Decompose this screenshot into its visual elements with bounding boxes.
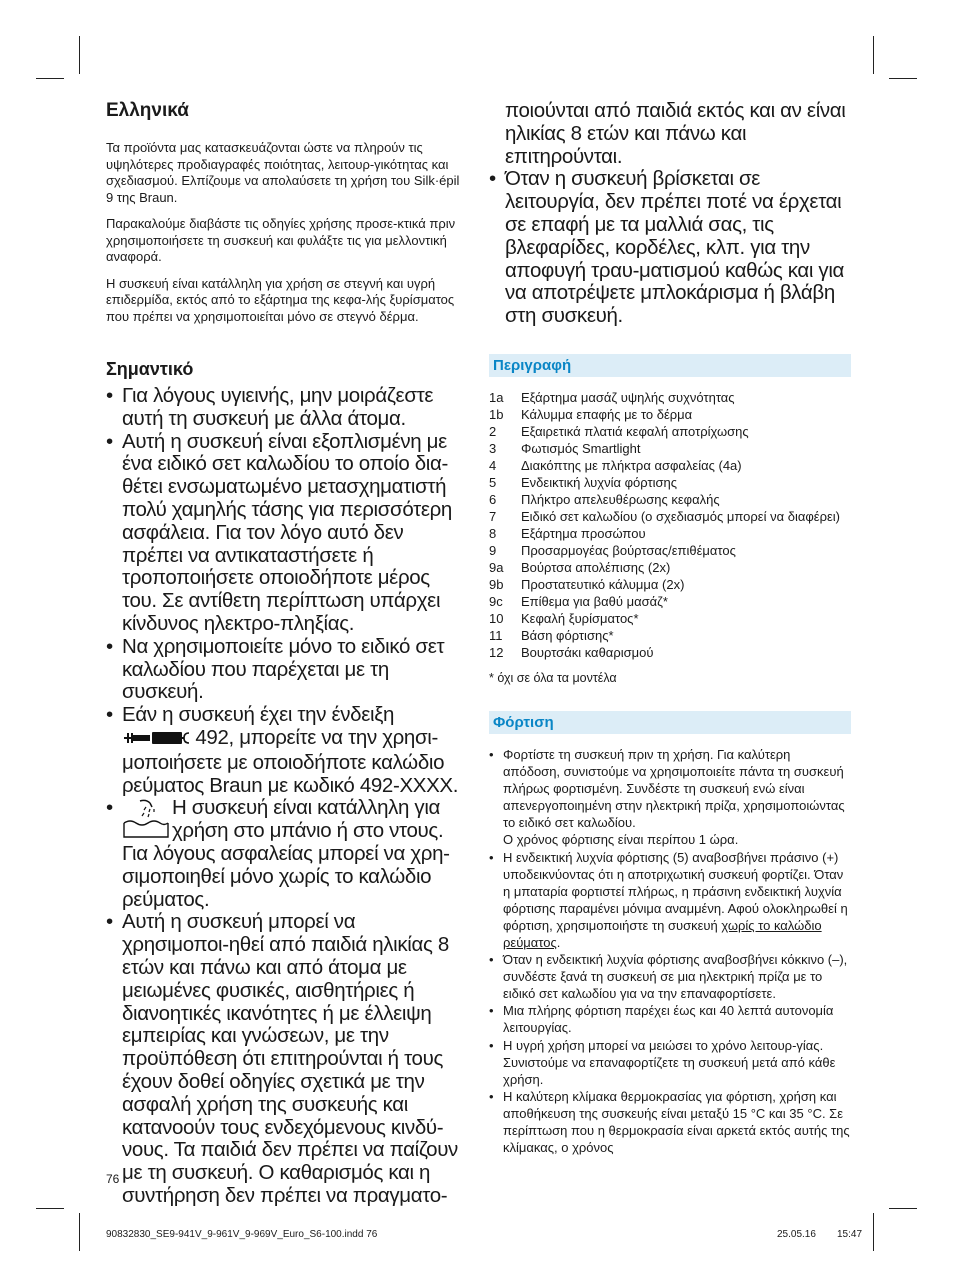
important-heading: Σημαντικό: [106, 359, 194, 379]
part-number: 9b: [489, 576, 504, 592]
parts-row: [489, 559, 851, 576]
bullet5-text-a: Η συσκευή είναι κατάλληλη για: [172, 796, 441, 820]
important-bullet: [106, 704, 466, 797]
part-label: Επίθεμα για βαθύ μασάζ*: [521, 593, 668, 609]
intro-paragraph: Παρακαλούμε διαβάστε τις οδηγίες χρήσης προσε-κτικά πριν χρησιμοποιήσετε τη συσκευή και φυλάξτε τις για μελλοντική αναφορά.: [106, 216, 456, 264]
part-label: Κεφαλή ξυρίσματος*: [521, 610, 639, 626]
parts-row: [489, 508, 851, 525]
charging-text-end: .: [556, 935, 561, 950]
part-number: 3: [489, 440, 497, 456]
crop-mark: [36, 1208, 64, 1209]
charging-text: Η ενδεικτική λυχνία φόρτισης (5) αναβοσβήνει πράσινο (+) υποδεικνύοντας ότι η αποτριχωτική συσκευή φορτίζει. Όταν η μπαταρία φορτιστεί πλήρως, η πράσινη ενδεικτική λυχνία φόρτισης παραμένει μόνιμα αναμμένη. Αφού ολοκληρωθεί η φόρτιση, χρησιμοποιήστε τη συσκευή: [503, 849, 848, 933]
part-label: Εξάρτημα προσώπου: [521, 525, 646, 541]
important-bullet: • Για λόγους υγιεινής, μην μοιράζεστε αυτή τη συσκευή με άλλα άτομα.: [106, 385, 466, 431]
important-bullet: • Να χρησιμοποιείτε μόνο το ειδικό σετ καλωδίου που παρέχεται με τη συσκευή.: [106, 636, 466, 704]
bullet4-text-a: Εάν η συσκευή έχει την ένδειξη: [122, 703, 395, 727]
important-list-continued: [489, 100, 851, 328]
bullet-continuation: ποιούνται από παιδιά εκτός και αν είναι ηλικίας 8 ετών και πάνω και επιτηρούνται.: [505, 99, 846, 168]
bullet5-text-c: Για λόγους ασφαλείας μπορεί να χρη-σιμοποιηθεί μόνο χωρίς το καλώδιο ρεύματος.: [122, 841, 450, 911]
charging-bullet: [489, 746, 851, 849]
part-number: 8: [489, 525, 497, 541]
parts-row: [489, 423, 851, 440]
part-number: 2: [489, 423, 497, 439]
bullet4-text-c: μοποιήσετε με οποιοδήποτε καλώδιο ρεύματος Braun με κωδικό 492-XXXX.: [122, 750, 459, 797]
crop-mark: [36, 78, 64, 79]
parts-row: [489, 525, 851, 542]
description-heading: Περιγραφή: [489, 354, 851, 377]
crop-mark: [873, 1213, 874, 1251]
footer-file: 90832830_SE9-941V_9-961V_9-969V_Euro_S6-100.indd 76: [106, 1229, 378, 1240]
charging-bullet: • Όταν η ενδεικτική λυχνία φόρτισης αναβοσβήνει κόκκινο (–), συνδέστε ξανά τη συσκευή σε μια ηλεκτρική πρίζα με το ειδικό σετ καλωδίου για να την επαναφορτίσετε.: [489, 951, 851, 1002]
charging-time: Ο χρόνος φόρτισης είναι περίπου 1 ώρα.: [503, 832, 739, 848]
part-number: 5: [489, 474, 497, 490]
crop-mark: [889, 78, 917, 79]
bullet5-text-b: χρήση στο μπάνιο ή στο ντους.: [172, 819, 444, 843]
parts-row: [489, 406, 851, 423]
crop-mark: [873, 36, 874, 74]
cord-set-icon: [122, 729, 190, 752]
part-number: 10: [489, 610, 504, 626]
part-label: Εξαιρετικά πλατιά κεφαλή αποτρίχωσης: [521, 423, 749, 439]
parts-row: [489, 474, 851, 491]
intro-paragraph: Τα προϊόντα μας κατασκευάζονται ώστε να πληρούν τις υψηλότερες προδιαγραφές ποιότητας, λειτουρ-γικότητας και σχεδιασμού. Ελπίζουμε να απολαύσετε τη χρήση του Silk·épil 9 της Braun.: [106, 140, 460, 205]
important-list: [106, 385, 466, 1208]
parts-row: [489, 542, 851, 559]
part-label: Προστατευτικό κάλυμμα (2x): [521, 576, 685, 592]
part-number: 4: [489, 457, 497, 473]
part-label: Ενδεικτική λυχνία φόρτισης: [521, 474, 678, 490]
part-number: 7: [489, 508, 497, 524]
parts-row: [489, 440, 851, 457]
bullet4-text-b: 492, μπορείτε να την χρησι-: [195, 725, 438, 749]
part-number: 9: [489, 542, 497, 558]
part-number: 9c: [489, 593, 503, 609]
parts-row: [489, 627, 851, 644]
part-label: Εξάρτημα μασάζ υψηλής συχνότητας: [521, 389, 735, 405]
part-label: Βάση φόρτισης*: [521, 627, 614, 643]
part-label: Βουρτσάκι καθαρισμού: [521, 644, 654, 660]
part-label: Διακόπτης με πλήκτρα ασφαλείας (4a): [521, 457, 742, 473]
page-number: 76: [106, 1172, 120, 1186]
part-label: Φωτισμός Smartlight: [521, 440, 641, 456]
charging-bullet: • Η υγρή χρήση μπορεί να μειώσει το χρόνο λειτουρ-γίας. Συνιστούμε να επαναφορτίζετε τη συσκευή μετά από κάθε χρήση.: [489, 1037, 851, 1088]
footer-date: 25.05.16: [777, 1229, 816, 1240]
part-number: 9a: [489, 559, 504, 575]
part-label: Ειδικό σετ καλωδίου (ο σχεδιασμός μπορεί να διαφέρει): [521, 508, 840, 524]
important-bullet: • Αυτή η συσκευή είναι εξοπλισμένη με ένα ειδικό σετ καλωδίου το οποίο δια-θέτει ενσωματωμένο μετασχηματιστή πολύ χαμηλής τάσης για περισσότερη ασφάλεια. Για τον λόγο αυτό δεν πρέπει να αντικαταστήσετε ή τροποποιήσετε οποιοδήποτε μέρος του. Σε αντίθετη περίπτωση υπάρχει κίνδυνος ηλεκτρο-πληξίας.: [106, 431, 466, 636]
part-label: Πλήκτρο απελευθέρωσης κεφαλής: [521, 491, 720, 507]
parts-row: [489, 457, 851, 474]
shower-bath-icon: [122, 797, 166, 837]
crop-mark: [79, 1213, 80, 1251]
crop-mark: [79, 36, 80, 74]
charging-bullet: [489, 849, 851, 952]
parts-row: [489, 389, 851, 406]
right-column: [489, 100, 851, 1156]
crop-mark: [889, 1208, 917, 1209]
footer-time: 15:47: [837, 1229, 863, 1240]
left-column: [106, 100, 466, 1208]
important-bullet: • Όταν η συσκευή βρίσκεται σε λειτουργία, δεν πρέπει ποτέ να έρχεται σε επαφή με τα μαλλιά σας, τις βλεφαρίδες, κορδέλες, κλπ. για την αποφυγή τραυ-ματισμού καθώς και για να αποτρέψετε μπλοκάρισμα ή βλάβη στη συσκευή.: [489, 168, 851, 328]
charging-bullet: • Μια πλήρης φόρτιση παρέχει έως και 40 λεπτά αυτονομία λειτουργίας.: [489, 1002, 851, 1036]
intro-paragraph: Η συσκευή είναι κατάλληλη για χρήση σε στεγνή και υγρή επιδερμίδα, εκτός από το εξάρτημα της κεφα-λής ξυρίσματος που πρέπει να χρησιμοποιείται μόνο σε στεγνό δέρμα.: [106, 275, 455, 324]
part-number: 1a: [489, 389, 504, 405]
part-number: 12: [489, 644, 504, 660]
parts-row: [489, 610, 851, 627]
charging-text-underlined: χωρίς το καλώδιο ρεύματος: [503, 917, 822, 950]
part-number: 1b: [489, 406, 504, 422]
charging-heading: Φόρτιση: [489, 711, 851, 734]
part-label: Κάλυμμα επαφής με το δέρμα: [521, 406, 693, 422]
part-number: 11: [489, 627, 503, 643]
parts-row: [489, 644, 851, 661]
parts-table: [489, 389, 851, 661]
parts-row: [489, 593, 851, 610]
parts-note: * όχι σε όλα τα μοντέλα: [489, 670, 617, 685]
page-title: Ελληνικά: [106, 100, 189, 121]
important-bullet: [106, 797, 466, 911]
part-number: 6: [489, 491, 497, 507]
parts-row: [489, 576, 851, 593]
parts-row: [489, 491, 851, 508]
part-label: Προσαρμογέας βούρτσας/επιθέματος: [521, 542, 736, 558]
part-label: Βούρτσα απολέπισης (2x): [521, 559, 671, 575]
important-bullet: • Αυτή η συσκευή μπορεί να χρησιμοποι-ηθεί από παιδιά ηλικίας 8 ετών και πάνω και από άτομα με μειωμένες φυσικές, αισθητήριες ή διανοητικές ικανότητες ή με έλλειψη εμπειρίας και γνώσεων, με την προϋπόθεση ότι επιτηρούνται ή τους έχουν δοθεί οδηγίες σχετικά με την ασφαλή χρήση της συσκευής και κατανοούν τους ενδεχόμενους κινδύ-νους. Τα παιδιά δεν πρέπει να παίζουν με τη συσκευή. Ο καθαρισμός και η συντήρηση δεν πρέπει να πραγματο-: [106, 911, 466, 1207]
charging-bullet: • Η καλύτερη κλίμακα θερμοκρασίας για φόρτιση, χρήση και αποθήκευση της συσκευής είναι μεταξύ 15 °C και 35 °C. Σε περίπτωση που η θερμοκρασία είναι αρκετά εκτός αυτής της κλίμακας, ο χρόνος: [489, 1088, 851, 1156]
charging-text: Φορτίστε τη συσκευή πριν τη χρήση. Για καλύτερη απόδοση, συνιστούμε να χρησιμοποιείτε πάντα τη συσκευή πλήρως φορτισμένη. Συνδέστε τη συσκευή ενώ είναι απενεργοποιημένη στην ηλεκτρική πρίζα, χρησιμοποιώντας το ειδικό σετ καλωδίου.: [503, 746, 845, 831]
charging-list: [489, 746, 851, 1156]
